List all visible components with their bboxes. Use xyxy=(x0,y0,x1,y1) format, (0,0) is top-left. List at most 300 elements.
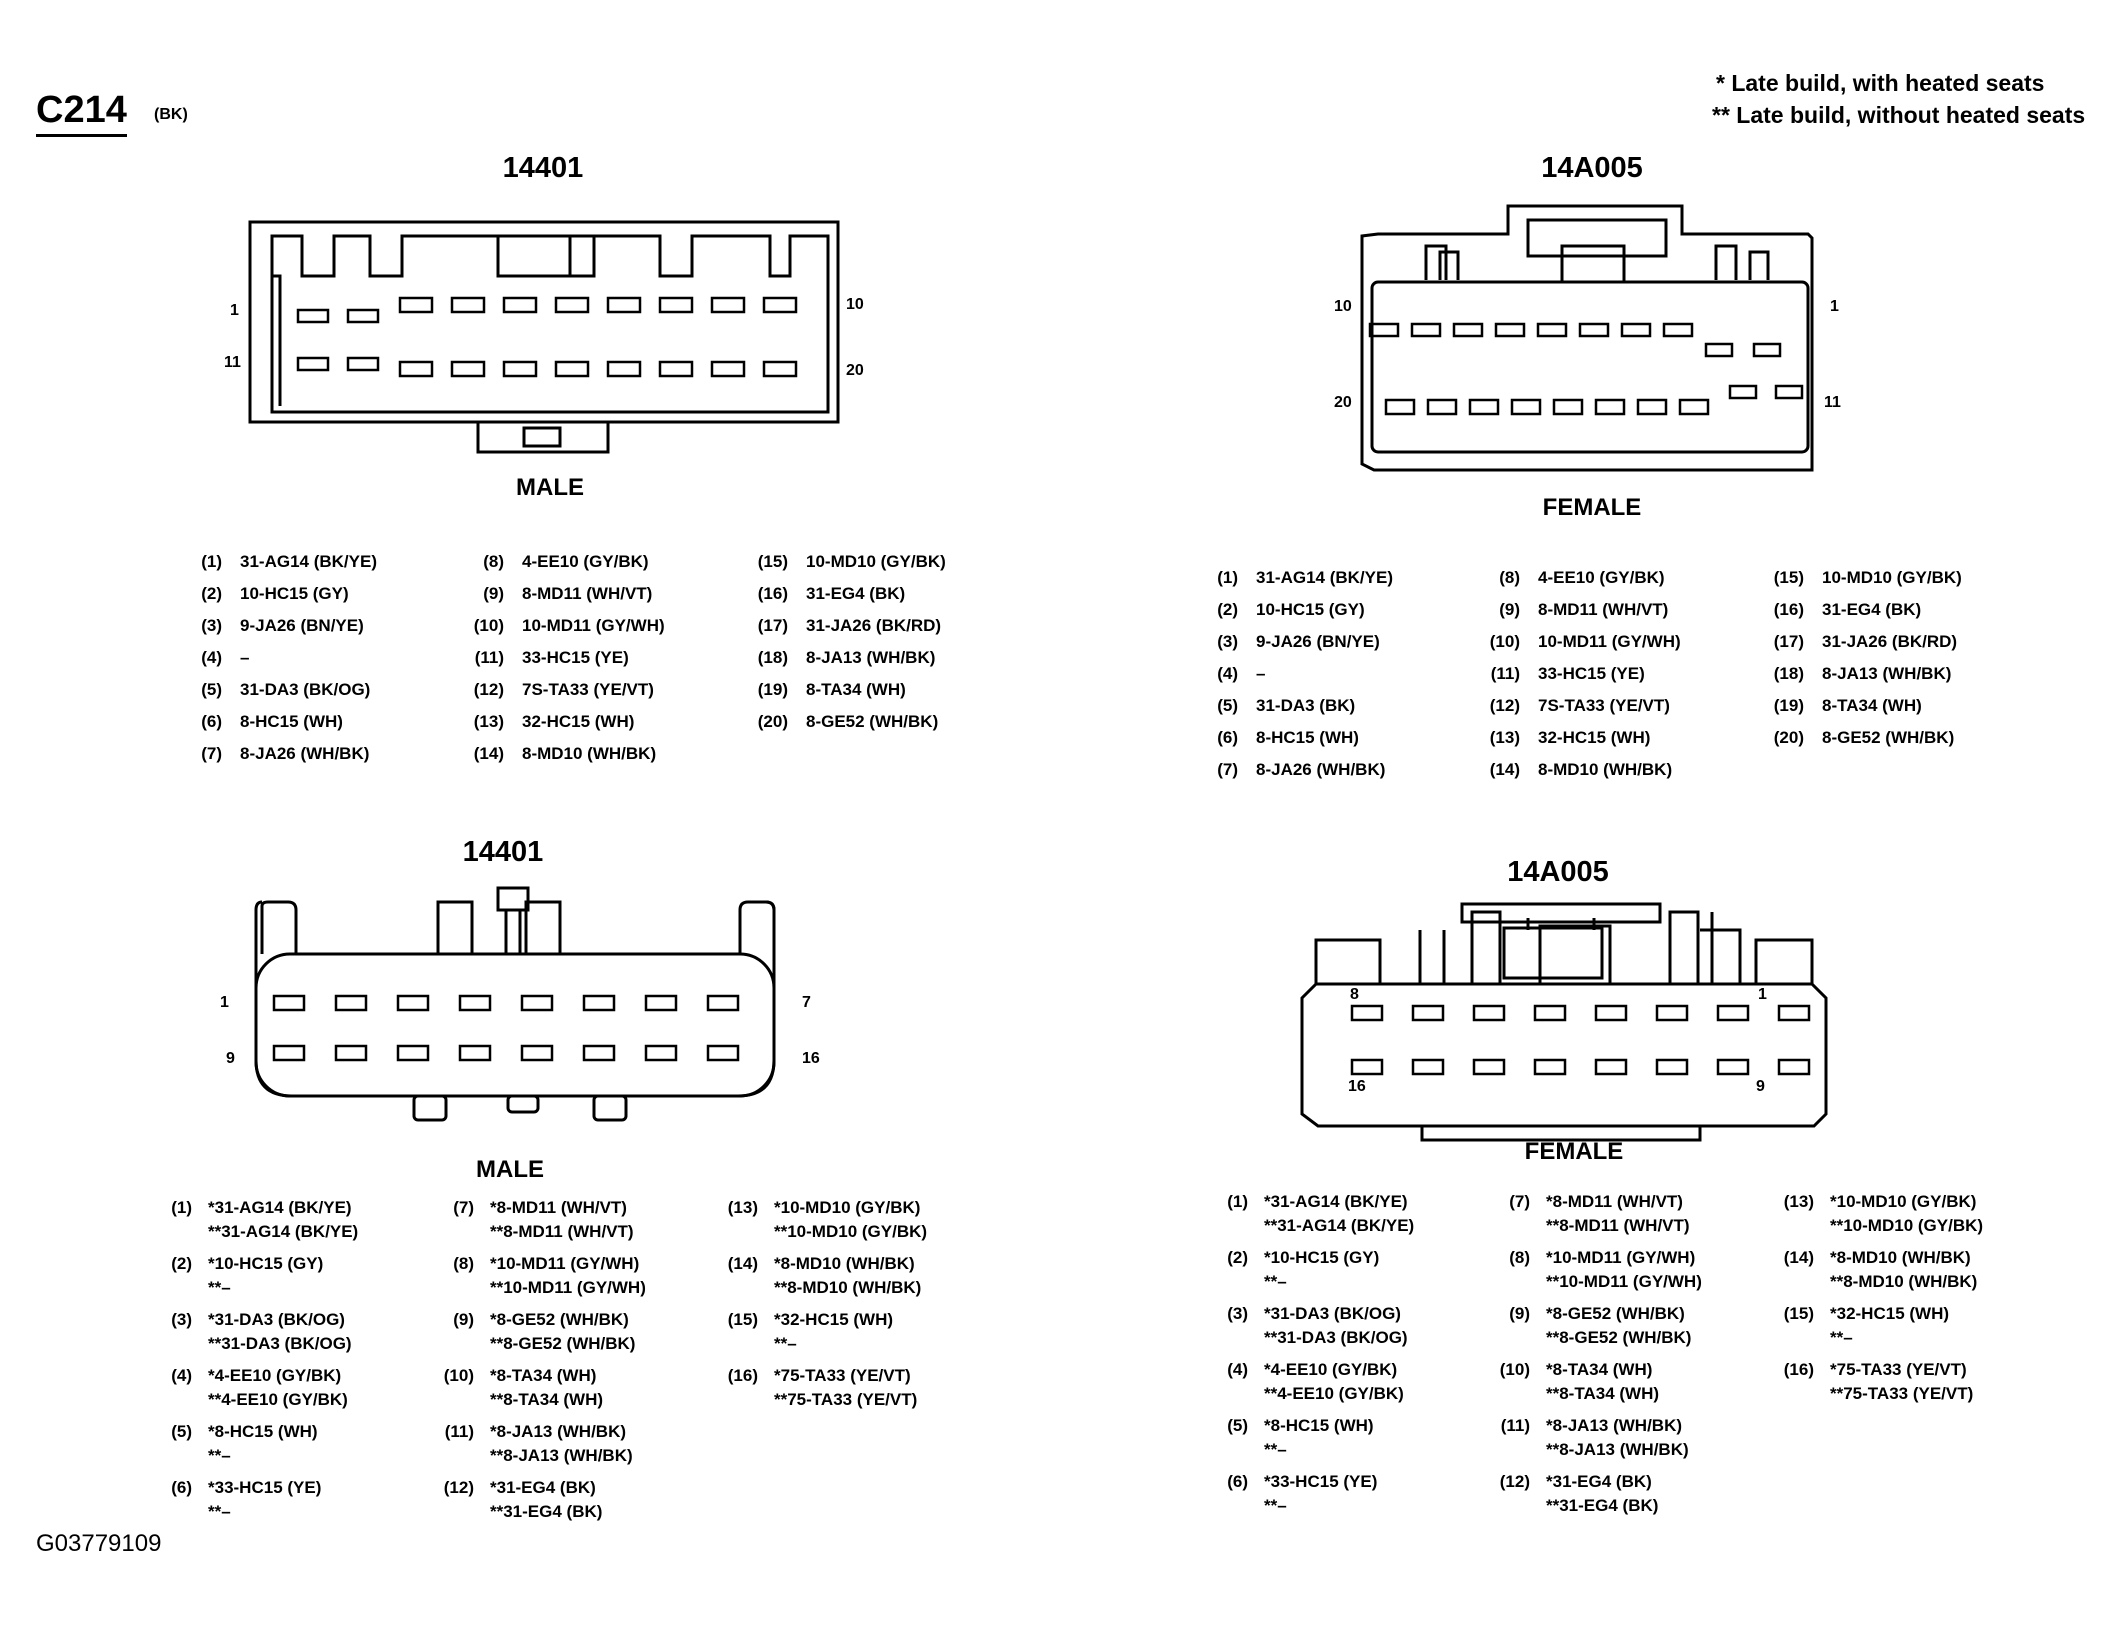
pin-circuit-not-heated: **4-EE10 (GY/BK) xyxy=(1264,1384,1404,1403)
pin-circuit-not-heated: **– xyxy=(208,1502,231,1521)
pin-cavity xyxy=(1580,324,1608,336)
pin-number: (8) xyxy=(1499,568,1520,587)
pin-circuit-heated: *33-HC15 (YE) xyxy=(1264,1472,1378,1491)
pin-cavity xyxy=(1352,1006,1382,1020)
pin-circuit-heated: *8-MD11 (WH/VT) xyxy=(1546,1192,1683,1211)
pin-number: (1) xyxy=(201,552,222,571)
cavity-label: 16 xyxy=(802,1050,820,1067)
pin-circuit-not-heated: **31-AG14 (BK/YE) xyxy=(208,1222,359,1241)
pin-cavity xyxy=(1413,1006,1443,1020)
pin-cavity xyxy=(452,298,484,312)
pin-circuit-heated: *8-HC15 (WH) xyxy=(1264,1416,1374,1435)
pin-circuit-heated: *10-HC15 (GY) xyxy=(1264,1248,1380,1267)
pin-circuit-heated: *31-DA3 (BK/OG) xyxy=(1264,1304,1401,1323)
pin-number: (4) xyxy=(201,648,222,667)
pin-cavity xyxy=(398,996,428,1010)
pin-cavity xyxy=(556,362,588,376)
pin-entry xyxy=(458,642,629,674)
pin-cavity xyxy=(660,298,692,312)
pin-cavity xyxy=(1596,1060,1626,1074)
pin-entry xyxy=(1762,1358,1973,1406)
pin-number: (9) xyxy=(1499,600,1520,619)
cavity-label: 11 xyxy=(1824,394,1841,411)
pin-entry xyxy=(742,674,906,706)
pin-entry xyxy=(176,578,349,610)
pin-entry xyxy=(1192,690,1355,722)
pin-number: (13) xyxy=(473,712,504,731)
pin-number: (20) xyxy=(1773,728,1804,747)
pin-number: (14) xyxy=(1783,1248,1814,1267)
pin-entry xyxy=(176,642,249,674)
pin-entry xyxy=(1474,594,1668,626)
pin-circuit-heated: *31-DA3 (BK/OG) xyxy=(208,1310,345,1329)
pin-entry xyxy=(1192,722,1359,754)
pin-circuit-not-heated: **8-GE52 (WH/BK) xyxy=(490,1334,636,1353)
pin-circuit-heated: *32-HC15 (WH) xyxy=(774,1310,894,1329)
pin-entry xyxy=(140,1308,352,1356)
pin-number: (5) xyxy=(201,680,222,699)
cavity-label: 20 xyxy=(846,362,864,379)
pin-number: (1) xyxy=(1227,1192,1248,1211)
connector-14a005-top-outline xyxy=(1362,206,1812,470)
pin-entry xyxy=(1474,658,1645,690)
pin-circuit: 10-MD10 (GY/BK) xyxy=(806,552,946,571)
pin-number: (4) xyxy=(171,1366,192,1385)
pin-circuit: 7S-TA33 (YE/VT) xyxy=(1538,696,1670,715)
pin-entry xyxy=(742,546,946,578)
pin-entry xyxy=(1196,1358,1404,1406)
pin-cavity xyxy=(400,298,432,312)
pin-circuit-not-heated: **31-DA3 (BK/OG) xyxy=(1264,1328,1408,1347)
pin-entry xyxy=(140,1252,323,1300)
pin-number: (5) xyxy=(171,1422,192,1441)
pin-cavity xyxy=(1512,400,1540,414)
pin-entry xyxy=(1758,562,1962,594)
pin-cavity xyxy=(460,996,490,1010)
pin-number: (4) xyxy=(1217,664,1238,683)
pin-circuit-not-heated: **– xyxy=(1830,1328,1853,1347)
connector-1-pin-list xyxy=(176,546,976,776)
pin-entry xyxy=(742,578,905,610)
legend-note-not-heated: ** Late build, without heated seats xyxy=(1712,102,2086,128)
pin-circuit-not-heated: **8-MD11 (WH/VT) xyxy=(1546,1216,1690,1235)
pin-cavity xyxy=(1718,1060,1748,1074)
pin-number: (2) xyxy=(171,1254,192,1273)
pin-cavity xyxy=(708,1046,738,1060)
pin-circuit-not-heated: **10-MD11 (GY/WH) xyxy=(1546,1272,1702,1291)
connector-3-gender: MALE xyxy=(476,1156,544,1183)
cavity-label: 20 xyxy=(1334,394,1352,411)
pin-circuit-heated: *31-AG14 (BK/YE) xyxy=(1264,1192,1408,1211)
pin-circuit-not-heated: **31-EG4 (BK) xyxy=(490,1502,603,1521)
pin-cavity xyxy=(1664,324,1692,336)
pin-number: (18) xyxy=(1773,664,1804,683)
pin-number: (16) xyxy=(757,584,788,603)
pin-number: (3) xyxy=(171,1310,192,1329)
pin-circuit-not-heated: **8-GE52 (WH/BK) xyxy=(1546,1328,1692,1347)
cavity-label: 1 xyxy=(220,994,229,1011)
pin-cavity xyxy=(298,358,328,370)
pin-number: (2) xyxy=(1217,600,1238,619)
pin-entry xyxy=(706,1364,917,1412)
pin-entry xyxy=(422,1364,603,1412)
pin-cavity xyxy=(504,362,536,376)
pin-number: (6) xyxy=(1227,1472,1248,1491)
pin-cavity xyxy=(1657,1006,1687,1020)
pin-cavity xyxy=(1779,1060,1809,1074)
pin-circuit: 31-AG14 (BK/YE) xyxy=(240,552,377,571)
pin-circuit: 33-HC15 (YE) xyxy=(1538,664,1645,683)
pin-cavity xyxy=(348,358,378,370)
pin-number: (11) xyxy=(1500,1416,1530,1435)
pin-number: (19) xyxy=(757,680,788,699)
pin-circuit: – xyxy=(1256,664,1266,683)
pin-number: (7) xyxy=(1217,760,1238,779)
pin-number: (14) xyxy=(473,744,504,763)
pin-circuit-not-heated: **8-JA13 (WH/BK) xyxy=(1546,1440,1689,1459)
pin-entry xyxy=(458,610,665,642)
cavity-label: 7 xyxy=(802,994,811,1011)
pin-entry xyxy=(176,706,343,738)
pin-circuit-heated: *8-GE52 (WH/BK) xyxy=(490,1310,629,1329)
pin-cavity xyxy=(646,1046,676,1060)
pin-entry xyxy=(1474,562,1665,594)
pin-number: (13) xyxy=(1489,728,1520,747)
pin-cavity xyxy=(336,996,366,1010)
pin-number: (1) xyxy=(171,1198,192,1217)
pin-circuit-heated: *8-TA34 (WH) xyxy=(1546,1360,1653,1379)
pin-circuit-heated: *8-GE52 (WH/BK) xyxy=(1546,1304,1685,1323)
pin-number: (11) xyxy=(444,1422,474,1441)
pin-cavity xyxy=(1352,1060,1382,1074)
pin-cavity xyxy=(1428,400,1456,414)
pin-entry xyxy=(1758,594,1921,626)
pin-entry xyxy=(706,1252,921,1300)
pin-entry xyxy=(1478,1414,1689,1462)
pin-circuit-not-heated: **8-MD11 (WH/VT) xyxy=(490,1222,634,1241)
pin-cavity xyxy=(1412,324,1440,336)
connector-3-pin-list xyxy=(140,1196,980,1521)
pin-cavity xyxy=(1730,386,1756,398)
cavity-label: 9 xyxy=(1756,1078,1765,1095)
pin-circuit-not-heated: **8-TA34 (WH) xyxy=(490,1390,604,1409)
pin-circuit: 10-HC15 (GY) xyxy=(240,584,349,603)
pin-number: (12) xyxy=(1489,696,1520,715)
pin-number: (14) xyxy=(727,1254,758,1273)
pin-entry xyxy=(422,1476,602,1524)
pin-entry xyxy=(1762,1302,1949,1350)
pin-circuit-heated: *8-HC15 (WH) xyxy=(208,1422,318,1441)
pin-entry xyxy=(1478,1302,1691,1350)
pin-cavity xyxy=(584,996,614,1010)
pin-circuit: 32-HC15 (WH) xyxy=(522,712,635,731)
cavity-label: 16 xyxy=(1348,1078,1366,1095)
pin-number: (6) xyxy=(1217,728,1238,747)
pin-circuit-not-heated: **75-TA33 (YE/VT) xyxy=(774,1390,918,1409)
pin-cavity xyxy=(1474,1006,1504,1020)
pin-circuit: 8-MD10 (WH/BK) xyxy=(1538,760,1673,779)
pin-entry xyxy=(1758,626,1957,658)
pin-circuit-heated: *10-MD10 (GY/BK) xyxy=(1830,1192,1977,1211)
pin-cavity xyxy=(646,996,676,1010)
pin-circuit: 10-HC15 (GY) xyxy=(1256,600,1365,619)
pin-cavity xyxy=(1474,1060,1504,1074)
pin-cavity xyxy=(1538,324,1566,336)
pin-cavity xyxy=(1535,1060,1565,1074)
figure-id: G03779109 xyxy=(36,1530,162,1557)
pin-number: (9) xyxy=(1509,1304,1530,1323)
pin-number: (2) xyxy=(1227,1248,1248,1267)
pin-circuit-not-heated: **– xyxy=(1264,1272,1287,1291)
pin-circuit-heated: *31-AG14 (BK/YE) xyxy=(208,1198,352,1217)
pin-cavity xyxy=(1638,400,1666,414)
pin-number: (16) xyxy=(1783,1360,1814,1379)
pin-entry xyxy=(176,738,369,770)
pin-number: (5) xyxy=(1217,696,1238,715)
pin-circuit: 33-HC15 (YE) xyxy=(522,648,629,667)
cavity-label: 1 xyxy=(1830,298,1839,315)
pin-cavity xyxy=(1754,344,1780,356)
pin-entry xyxy=(706,1196,927,1244)
pin-circuit: 8-MD11 (WH/VT) xyxy=(1538,600,1669,619)
pin-number: (12) xyxy=(1499,1472,1530,1491)
pin-circuit-heated: *33-HC15 (YE) xyxy=(208,1478,322,1497)
pin-circuit: 8-TA34 (WH) xyxy=(1822,696,1922,715)
pin-number: (15) xyxy=(757,552,788,571)
pin-circuit: – xyxy=(240,648,250,667)
connector-4-pin-list xyxy=(1196,1190,2056,1515)
pin-circuit: 8-JA13 (WH/BK) xyxy=(1822,664,1952,683)
pin-cavity xyxy=(1776,386,1802,398)
pin-circuit: 8-JA13 (WH/BK) xyxy=(806,648,936,667)
pin-cavity xyxy=(348,310,378,322)
pin-cavity xyxy=(460,1046,490,1060)
pin-cavity xyxy=(400,362,432,376)
pin-circuit-not-heated: **31-DA3 (BK/OG) xyxy=(208,1334,352,1353)
pin-circuit-heated: *8-MD11 (WH/VT) xyxy=(490,1198,627,1217)
pin-entry xyxy=(1758,722,1954,754)
pin-circuit-heated: *8-JA13 (WH/BK) xyxy=(1546,1416,1683,1435)
cavity-label: 1 xyxy=(230,302,239,319)
pin-circuit-heated: *10-MD11 (GY/WH) xyxy=(1546,1248,1696,1267)
pin-circuit-heated: *4-EE10 (GY/BK) xyxy=(1264,1360,1398,1379)
pin-cavity xyxy=(764,298,796,312)
pin-number: (3) xyxy=(1217,632,1238,651)
cavity-label: 10 xyxy=(846,296,864,313)
pin-entry xyxy=(140,1476,321,1524)
cavity-label: 8 xyxy=(1350,986,1359,1003)
pin-circuit: 8-GE52 (WH/BK) xyxy=(806,712,939,731)
pin-circuit-not-heated: **– xyxy=(208,1446,231,1465)
pin-cavity xyxy=(608,298,640,312)
pin-number: (20) xyxy=(757,712,788,731)
pin-circuit-heated: *10-HC15 (GY) xyxy=(208,1254,324,1273)
pin-number: (19) xyxy=(1773,696,1804,715)
pin-number: (9) xyxy=(453,1310,474,1329)
pin-cavity xyxy=(1779,1006,1809,1020)
pin-circuit-heated: *31-EG4 (BK) xyxy=(490,1478,596,1497)
pin-circuit: 8-JA26 (WH/BK) xyxy=(240,744,370,763)
pin-entry xyxy=(1192,658,1265,690)
pin-circuit-not-heated: **8-MD10 (WH/BK) xyxy=(774,1278,922,1297)
pin-circuit: 31-JA26 (BK/RD) xyxy=(806,616,942,635)
pin-circuit: 7S-TA33 (YE/VT) xyxy=(522,680,654,699)
pin-circuit: 32-HC15 (WH) xyxy=(1538,728,1651,747)
pin-number: (15) xyxy=(727,1310,758,1329)
pin-cavity xyxy=(274,996,304,1010)
pin-cavity xyxy=(1718,1006,1748,1020)
pin-number: (11) xyxy=(474,648,504,667)
pin-circuit-heated: *4-EE10 (GY/BK) xyxy=(208,1366,342,1385)
pin-number: (11) xyxy=(1490,664,1520,683)
pin-circuit: 4-EE10 (GY/BK) xyxy=(1538,568,1665,587)
pin-circuit: 31-JA26 (BK/RD) xyxy=(1822,632,1958,651)
pin-entry xyxy=(140,1196,358,1244)
connector-14401-top-outline xyxy=(250,222,838,452)
pin-cavity xyxy=(336,1046,366,1060)
pin-circuit: 8-GE52 (WH/BK) xyxy=(1822,728,1955,747)
pin-cavity xyxy=(1386,400,1414,414)
pin-cavity xyxy=(708,996,738,1010)
pin-entry xyxy=(176,674,370,706)
pin-circuit: 8-MD10 (WH/BK) xyxy=(522,744,657,763)
pin-number: (10) xyxy=(473,616,504,635)
pin-entry xyxy=(1762,1246,1977,1294)
pin-number: (13) xyxy=(1783,1192,1814,1211)
pin-entry xyxy=(458,578,652,610)
connector-14401-bottom-outline xyxy=(256,888,774,1120)
pin-entry xyxy=(1196,1414,1374,1462)
pin-entry xyxy=(458,706,634,738)
cavity-label: 9 xyxy=(226,1050,235,1067)
pin-cavity xyxy=(398,1046,428,1060)
pin-number: (6) xyxy=(201,712,222,731)
pin-cavity xyxy=(1706,344,1732,356)
pin-number: (17) xyxy=(757,616,788,635)
pin-cavity xyxy=(556,298,588,312)
pin-circuit: 31-DA3 (BK) xyxy=(1256,696,1356,715)
pin-cavity xyxy=(274,1046,304,1060)
pin-cavity xyxy=(504,298,536,312)
pin-number: (7) xyxy=(201,744,222,763)
pin-entry xyxy=(1478,1470,1658,1518)
pin-circuit-not-heated: **– xyxy=(208,1278,231,1297)
pin-circuit-heated: *31-EG4 (BK) xyxy=(1546,1472,1652,1491)
pin-entry xyxy=(1192,594,1365,626)
pin-circuit-not-heated: **10-MD10 (GY/BK) xyxy=(1830,1216,1984,1235)
pin-circuit: 8-HC15 (WH) xyxy=(240,712,343,731)
pin-circuit-not-heated: **10-MD11 (GY/WH) xyxy=(490,1278,646,1297)
pin-entry xyxy=(1192,562,1393,594)
pin-number: (9) xyxy=(483,584,504,603)
pin-cavity xyxy=(1535,1006,1565,1020)
pin-entry xyxy=(140,1364,348,1412)
pin-number: (12) xyxy=(473,680,504,699)
connector-14a005-bottom-outline xyxy=(1302,904,1826,1140)
pin-entry xyxy=(1762,1190,1983,1238)
pin-circuit-not-heated: **31-EG4 (BK) xyxy=(1546,1496,1659,1515)
pin-cavity xyxy=(1680,400,1708,414)
pin-cavity xyxy=(1496,324,1524,336)
pin-number: (3) xyxy=(201,616,222,635)
cavity-label: 10 xyxy=(1334,298,1352,315)
pin-entry xyxy=(1196,1246,1379,1294)
pin-entry xyxy=(1478,1358,1659,1406)
connector-1-part-number: 14401 xyxy=(502,152,584,184)
pin-circuit: 31-AG14 (BK/YE) xyxy=(1256,568,1393,587)
pin-entry xyxy=(1196,1470,1377,1518)
pin-entry xyxy=(1474,690,1670,722)
pin-cavity xyxy=(712,362,744,376)
pin-number: (17) xyxy=(1773,632,1804,651)
pin-entry xyxy=(742,610,941,642)
pin-cavity xyxy=(452,362,484,376)
pin-circuit-not-heated: **4-EE10 (GY/BK) xyxy=(208,1390,348,1409)
pin-cavity xyxy=(712,298,744,312)
pin-cavity xyxy=(764,362,796,376)
pin-cavity xyxy=(608,362,640,376)
pin-entry xyxy=(422,1420,633,1468)
pin-entry xyxy=(458,674,654,706)
pin-circuit: 8-MD11 (WH/VT) xyxy=(522,584,653,603)
pin-number: (2) xyxy=(201,584,222,603)
pin-number: (8) xyxy=(1509,1248,1530,1267)
pin-circuit-heated: *10-MD11 (GY/WH) xyxy=(490,1254,640,1273)
pin-cavity xyxy=(522,996,552,1010)
pin-cavity xyxy=(660,362,692,376)
cavity-label: 11 xyxy=(224,354,241,371)
pin-number: (12) xyxy=(443,1478,474,1497)
legend-note-heated: * Late build, with heated seats xyxy=(1716,70,2045,96)
connector-4-gender: FEMALE xyxy=(1524,1138,1624,1165)
pin-entry xyxy=(1196,1302,1408,1350)
pin-number: (18) xyxy=(757,648,788,667)
connector-id-title: C214 xyxy=(36,90,127,137)
pin-entry xyxy=(1192,754,1385,786)
pin-circuit-heated: *32-HC15 (WH) xyxy=(1830,1304,1950,1323)
connector-2-pin-list xyxy=(1192,562,2032,792)
pin-entry xyxy=(422,1308,635,1356)
pin-entry xyxy=(1478,1190,1690,1238)
pin-entry xyxy=(1196,1190,1414,1238)
pin-number: (13) xyxy=(727,1198,758,1217)
pin-circuit-not-heated: **8-MD10 (WH/BK) xyxy=(1830,1272,1978,1291)
pin-circuit-heated: *8-JA13 (WH/BK) xyxy=(490,1422,627,1441)
pin-number: (8) xyxy=(453,1254,474,1273)
pin-cavity xyxy=(1622,324,1650,336)
pin-entry xyxy=(742,706,938,738)
pin-circuit-not-heated: **– xyxy=(1264,1496,1287,1515)
pin-entry xyxy=(1758,690,1922,722)
pin-circuit-heated: *8-MD10 (WH/BK) xyxy=(1830,1248,1971,1267)
pin-entry xyxy=(1192,626,1380,658)
pin-entry xyxy=(176,610,364,642)
pin-number: (7) xyxy=(453,1198,474,1217)
pin-circuit-heated: *8-TA34 (WH) xyxy=(490,1366,597,1385)
pin-entry xyxy=(176,546,377,578)
pin-circuit: 8-TA34 (WH) xyxy=(806,680,906,699)
pin-cavity xyxy=(1554,400,1582,414)
pin-number: (14) xyxy=(1489,760,1520,779)
connector-4-part-number: 14A005 xyxy=(1507,856,1609,888)
pin-entry xyxy=(742,642,935,674)
pin-entry xyxy=(1478,1246,1702,1294)
pin-entry xyxy=(422,1252,646,1300)
pin-circuit: 31-EG4 (BK) xyxy=(806,584,906,603)
pin-number: (6) xyxy=(171,1478,192,1497)
pin-circuit-not-heated: **8-JA13 (WH/BK) xyxy=(490,1446,633,1465)
pin-entry xyxy=(1758,658,1951,690)
